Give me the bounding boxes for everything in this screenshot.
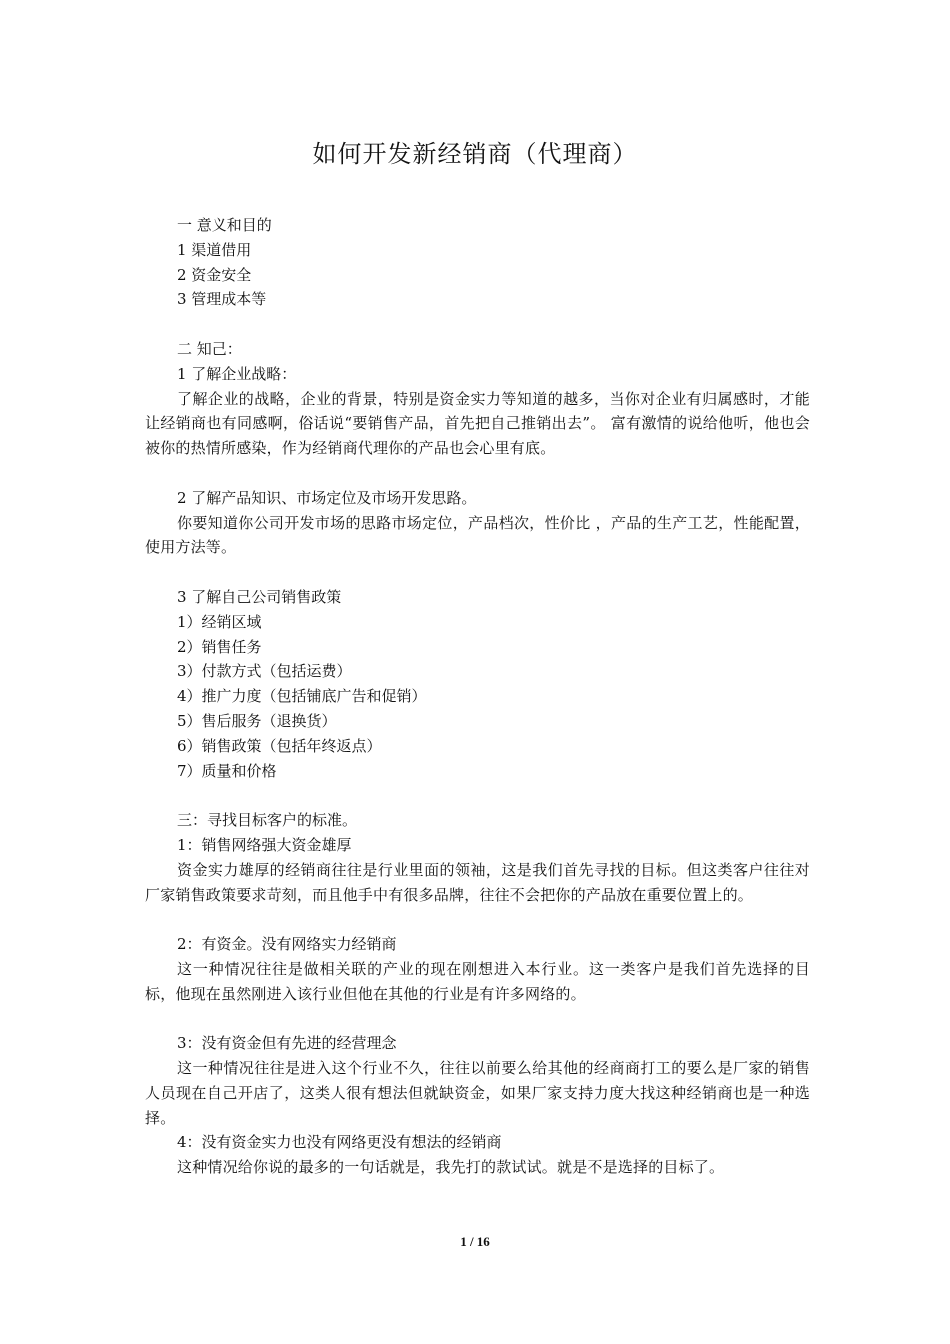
document-title: 如何开发新经销商（代理商） <box>312 140 638 168</box>
section-1-item: 3 管理成本等 <box>177 290 267 309</box>
policy-list-item: 3）付款方式（包括运费） <box>177 662 352 681</box>
section-2-sub1-heading: 1 了解企业战略： <box>177 364 297 383</box>
criterion-2-paragraph: 这一种情况往往是做相关联的产业的现在刚想进入本行业。这一类客户是我们首先选择的目标，他现在虽然刚进入该行业但他在其他的行业是有许多网络的。 <box>145 959 810 1003</box>
section-2-sub2-heading: 2 了解产品知识、市场定位及市场开发思路。 <box>177 488 477 507</box>
spacer <box>145 461 810 486</box>
policy-list-item: 7）质量和价格 <box>177 761 277 780</box>
policy-list-item: 1）经销区域 <box>177 612 262 631</box>
spacer <box>145 783 810 808</box>
section-2-sub1-paragraph: 了解企业的战略，企业的背景，特别是资金实力等知道的越多，当你对企业有归属感时，才能让经销商也有同感啊，俗话说“要销售产品，首先把自己推销出去”。 富有激情的说给他听，他也会被你的热情所感染，作为经销商代理你的产品也会心里有底。 <box>145 389 810 458</box>
section-2-heading: 二 知己： <box>177 339 242 358</box>
page-number: 1 / 16 <box>460 1234 490 1249</box>
section-2-sub2-paragraph: 你要知道你公司开发市场的思路市场定位，产品档次，性价比 ，产品的生产工艺，性能配置，使用方法等。 <box>145 513 810 557</box>
policy-list-item: 6）销售政策（包括年终返点） <box>177 736 382 755</box>
document-body <box>145 213 810 1180</box>
policy-list-item: 2）销售任务 <box>177 637 262 656</box>
section-1-item: 2 资金安全 <box>177 265 252 284</box>
policy-list-item: 5）售后服务（退换货） <box>177 711 337 730</box>
section-1-item: 1 渠道借用 <box>177 240 252 259</box>
criterion-2-heading: 2：有资金。没有网络实力经销商 <box>177 935 397 954</box>
criterion-4-heading: 4：没有资金实力也没有网络更没有想法的经销商 <box>177 1133 502 1152</box>
spacer <box>145 312 810 337</box>
criterion-3-heading: 3：没有资金但有先进的经营理念 <box>177 1034 397 1053</box>
spacer <box>145 907 810 932</box>
spacer <box>145 560 810 585</box>
criterion-1-heading: 1：销售网络强大资金雄厚 <box>177 835 352 854</box>
spacer <box>145 1007 810 1032</box>
section-2-sub3-heading: 3 了解自己公司销售政策 <box>177 587 342 606</box>
criterion-4-paragraph: 这种情况给你说的最多的一句话就是，我先打的款试试。就是不是选择的目标了。 <box>177 1158 725 1177</box>
criterion-3-paragraph: 这一种情况往往是进入这个行业不久，往往以前要么给其他的经商商打工的要么是厂家的销售人员现在自己开店了，这类人很有想法但就缺资金，如果厂家支持力度大找这种经销商也是一种选择。 <box>145 1059 810 1127</box>
section-1-heading: 一 意义和目的 <box>177 216 272 234</box>
section-3-heading: 三：寻找目标客户的标准。 <box>177 811 358 830</box>
policy-list-item: 4）推广力度（包括铺底广告和促销） <box>177 687 427 706</box>
criterion-1-paragraph: 资金实力雄厚的经销商往往是行业里面的领袖，这是我们首先寻找的目标。但这类客户往往对厂家销售政策要求苛刻，而且他手中有很多品牌，往往不会把你的产品放在重要位置上的。 <box>145 860 810 904</box>
